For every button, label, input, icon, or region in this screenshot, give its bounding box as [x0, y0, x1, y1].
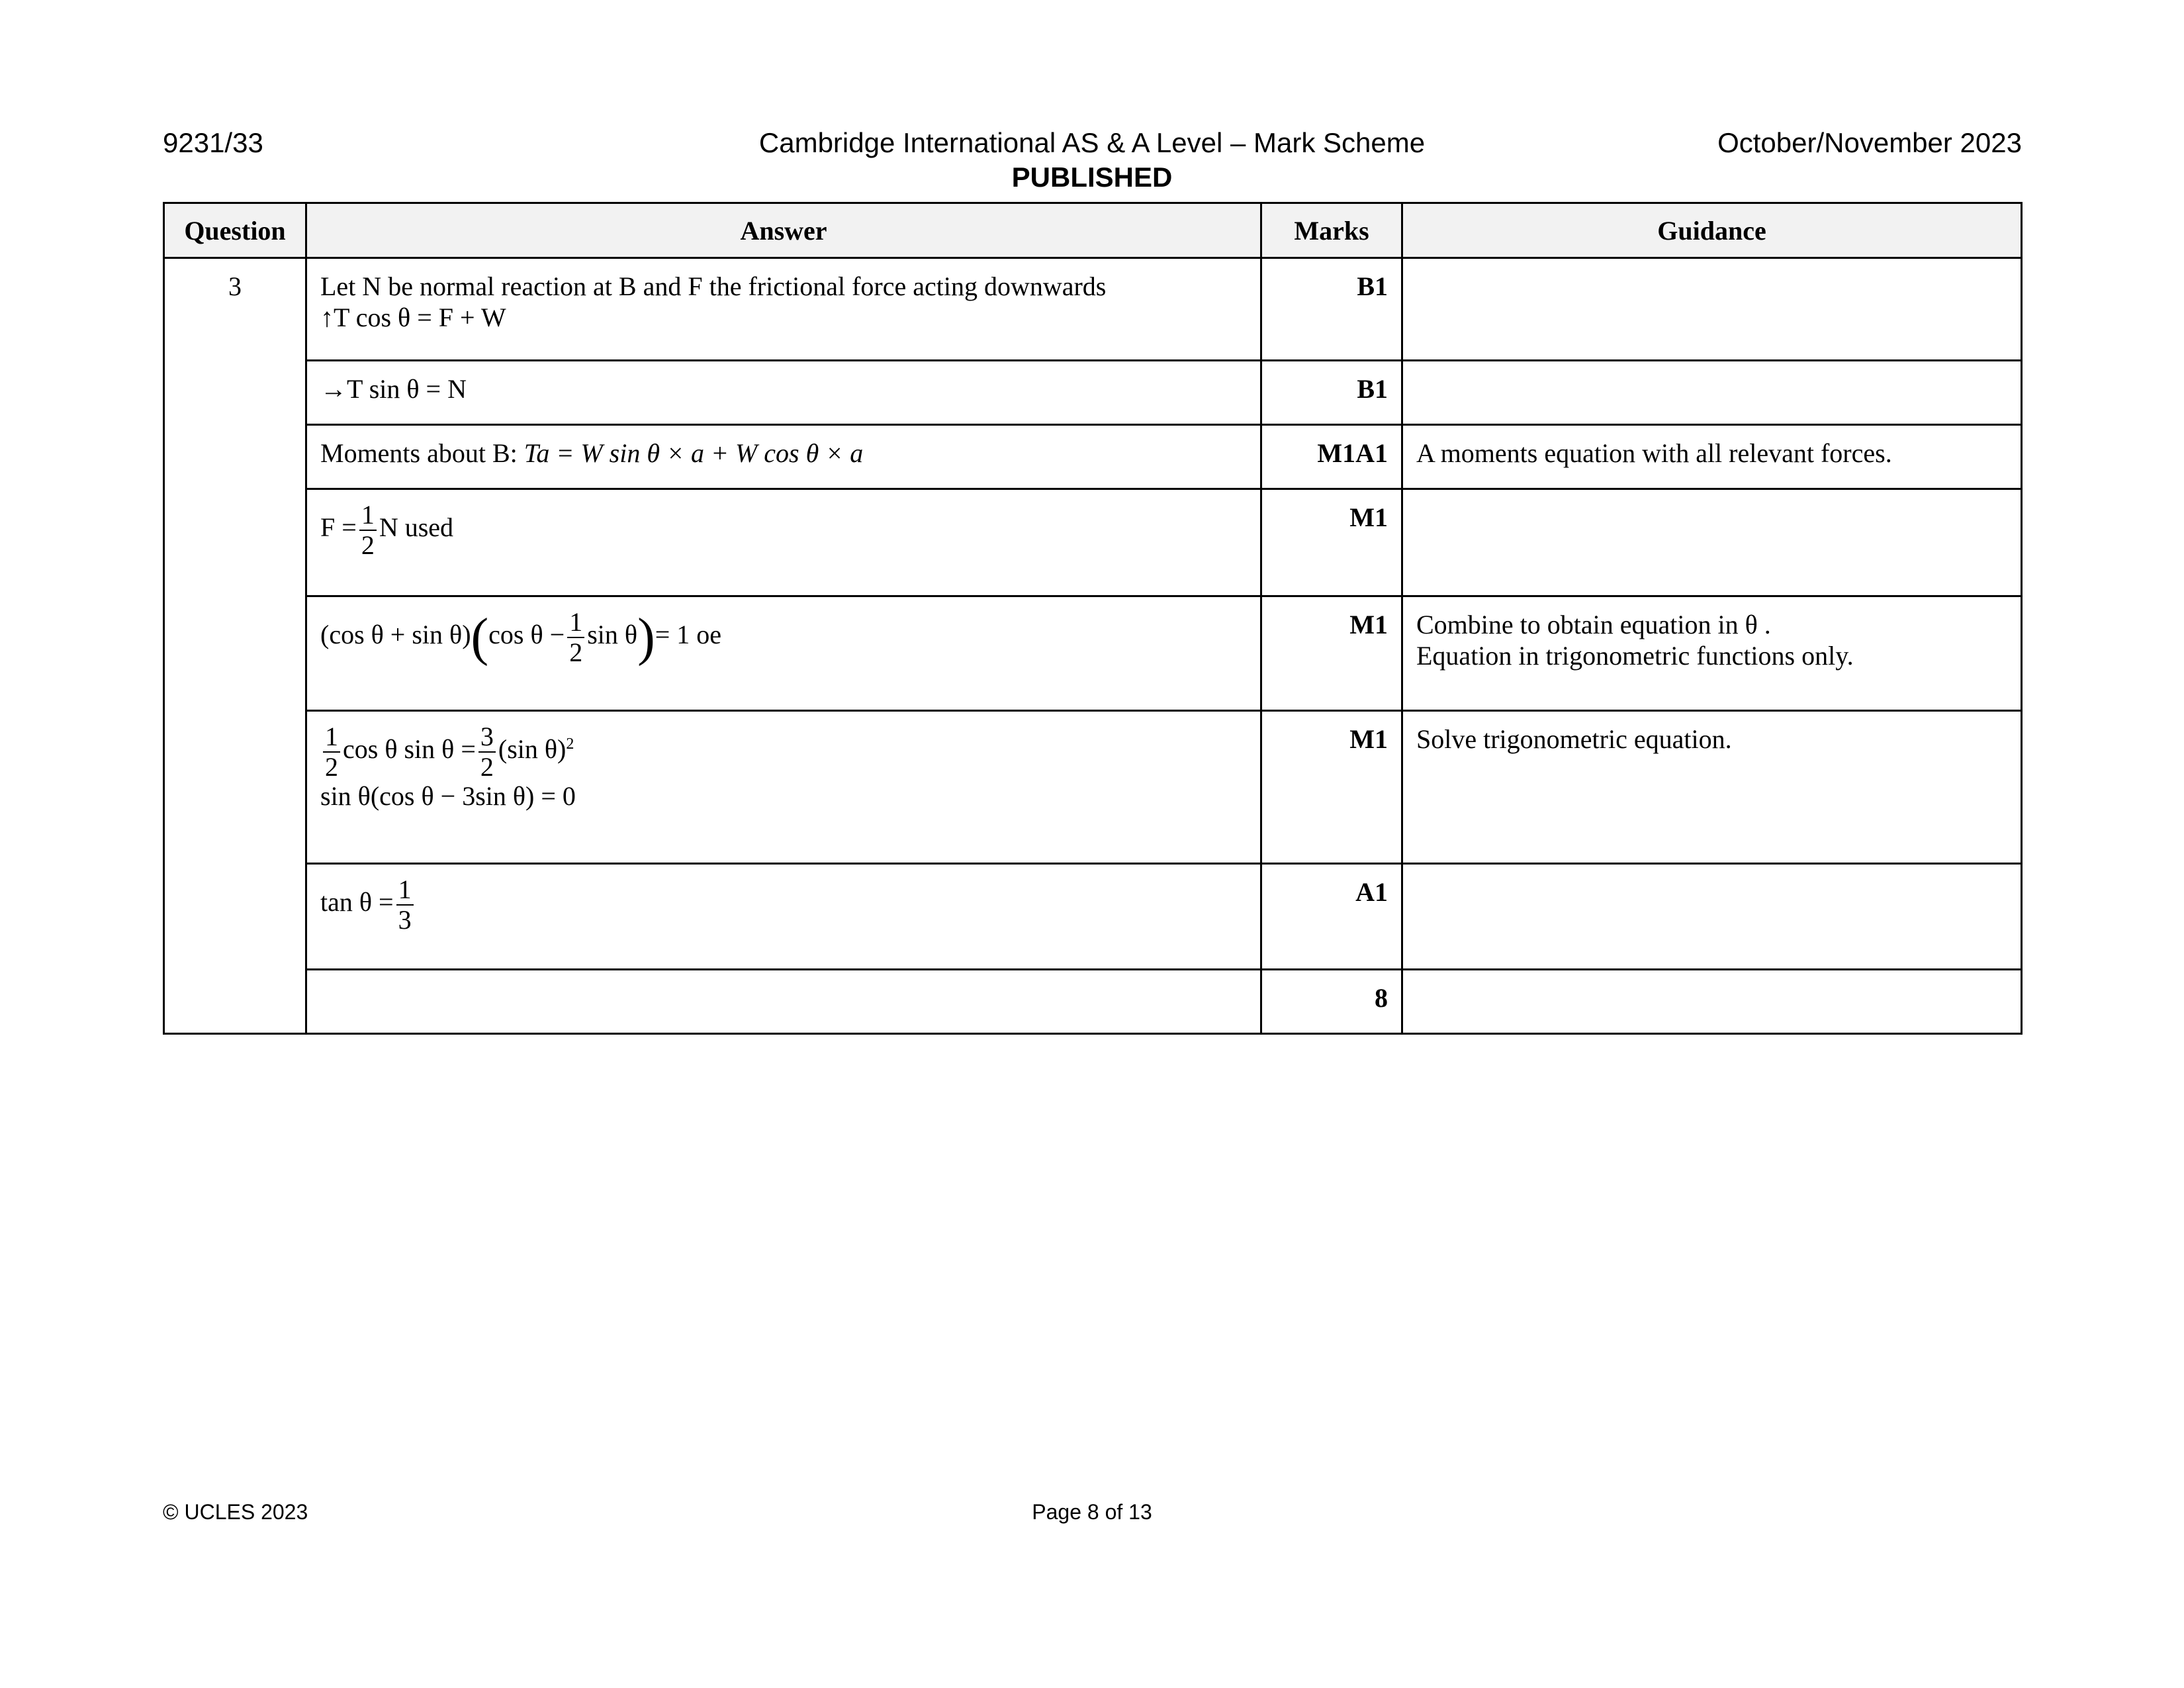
table-row	[164, 489, 2022, 596]
numerator: 1	[396, 876, 414, 906]
exam-session: October/November 2023	[1717, 127, 2022, 158]
fraction	[323, 724, 340, 780]
answer-post: (sin θ)	[498, 734, 567, 765]
marks: B1	[1261, 258, 1402, 361]
answer-mid: cos θ −	[488, 620, 565, 650]
guidance: Solve trigonometric equation.	[1402, 711, 2022, 864]
header-question: Question	[164, 203, 306, 258]
total-marks: 8	[1261, 970, 1402, 1034]
paper-code: 9231/33	[163, 127, 263, 158]
table-row	[164, 258, 2022, 361]
table-row	[164, 864, 2022, 970]
denominator: 2	[480, 752, 494, 782]
fraction	[359, 502, 377, 559]
copyright: © UCLES 2023	[163, 1500, 308, 1524]
mark-scheme-table	[163, 202, 2023, 1035]
fraction	[478, 724, 496, 780]
table-row	[164, 596, 2022, 711]
answer-pre: F =	[320, 512, 357, 543]
table-row-total	[164, 970, 2022, 1034]
answer-post: N used	[379, 512, 454, 543]
published-label: PUBLISHED	[1011, 162, 1173, 193]
guidance: Equation in trigonometric functions only.	[1416, 641, 1854, 671]
numerator: 1	[359, 502, 377, 531]
denominator: 2	[569, 637, 583, 667]
answer-pre: (cos θ + sin θ)	[320, 620, 471, 650]
answer-mid2: sin θ	[587, 620, 638, 650]
question-number: 3	[164, 258, 306, 1034]
table-row	[164, 361, 2022, 425]
numerator: 1	[323, 724, 340, 753]
guidance	[1402, 258, 2022, 361]
answer-equation: Ta = W sin θ × a + W cos θ × a	[523, 438, 864, 468]
paren-close: )	[637, 608, 655, 667]
exponent: 2	[566, 735, 574, 753]
answer-mid: cos θ sin θ =	[343, 734, 476, 765]
marks: M1A1	[1261, 425, 1402, 489]
marks: M1	[1261, 489, 1402, 596]
answer-empty	[306, 970, 1261, 1034]
guidance: Combine to obtain equation in θ .	[1416, 610, 1771, 639]
denominator: 3	[398, 905, 412, 935]
guidance	[1402, 489, 2022, 596]
marks: M1	[1261, 596, 1402, 711]
denominator: 2	[325, 752, 338, 782]
marks: M1	[1261, 711, 1402, 864]
page-number: Page 8 of 13	[1032, 1500, 1152, 1524]
fraction	[396, 876, 414, 933]
marks: A1	[1261, 864, 1402, 970]
guidance	[1402, 864, 2022, 970]
answer-equation: →T sin θ = N	[306, 361, 1261, 425]
header-marks: Marks	[1261, 203, 1402, 258]
answer-pre: tan θ =	[320, 887, 394, 917]
fraction	[567, 609, 584, 666]
marks: B1	[1261, 361, 1402, 425]
table-row	[164, 425, 2022, 489]
numerator: 3	[478, 724, 496, 753]
header-guidance: Guidance	[1402, 203, 2022, 258]
guidance	[1402, 361, 2022, 425]
document-title: Cambridge International AS & A Level – Mark Scheme	[758, 127, 1426, 158]
answer-post: = 1 oe	[655, 620, 722, 650]
answer-equation: ↑T cos θ = F + W	[320, 303, 506, 332]
guidance	[1402, 970, 2022, 1034]
answer-text: Let N be normal reaction at B and F the frictional force acting downwards	[320, 271, 1107, 301]
guidance: A moments equation with all relevant forces.	[1402, 425, 2022, 489]
header-answer: Answer	[306, 203, 1261, 258]
paren-open: (	[471, 608, 489, 667]
numerator: 1	[567, 609, 584, 638]
answer-equation: sin θ(cos θ − 3sin θ) = 0	[320, 781, 576, 811]
table-row	[164, 711, 2022, 864]
answer-label: Moments about B:	[320, 438, 518, 468]
denominator: 2	[361, 530, 375, 560]
table-header-row	[164, 203, 2022, 258]
